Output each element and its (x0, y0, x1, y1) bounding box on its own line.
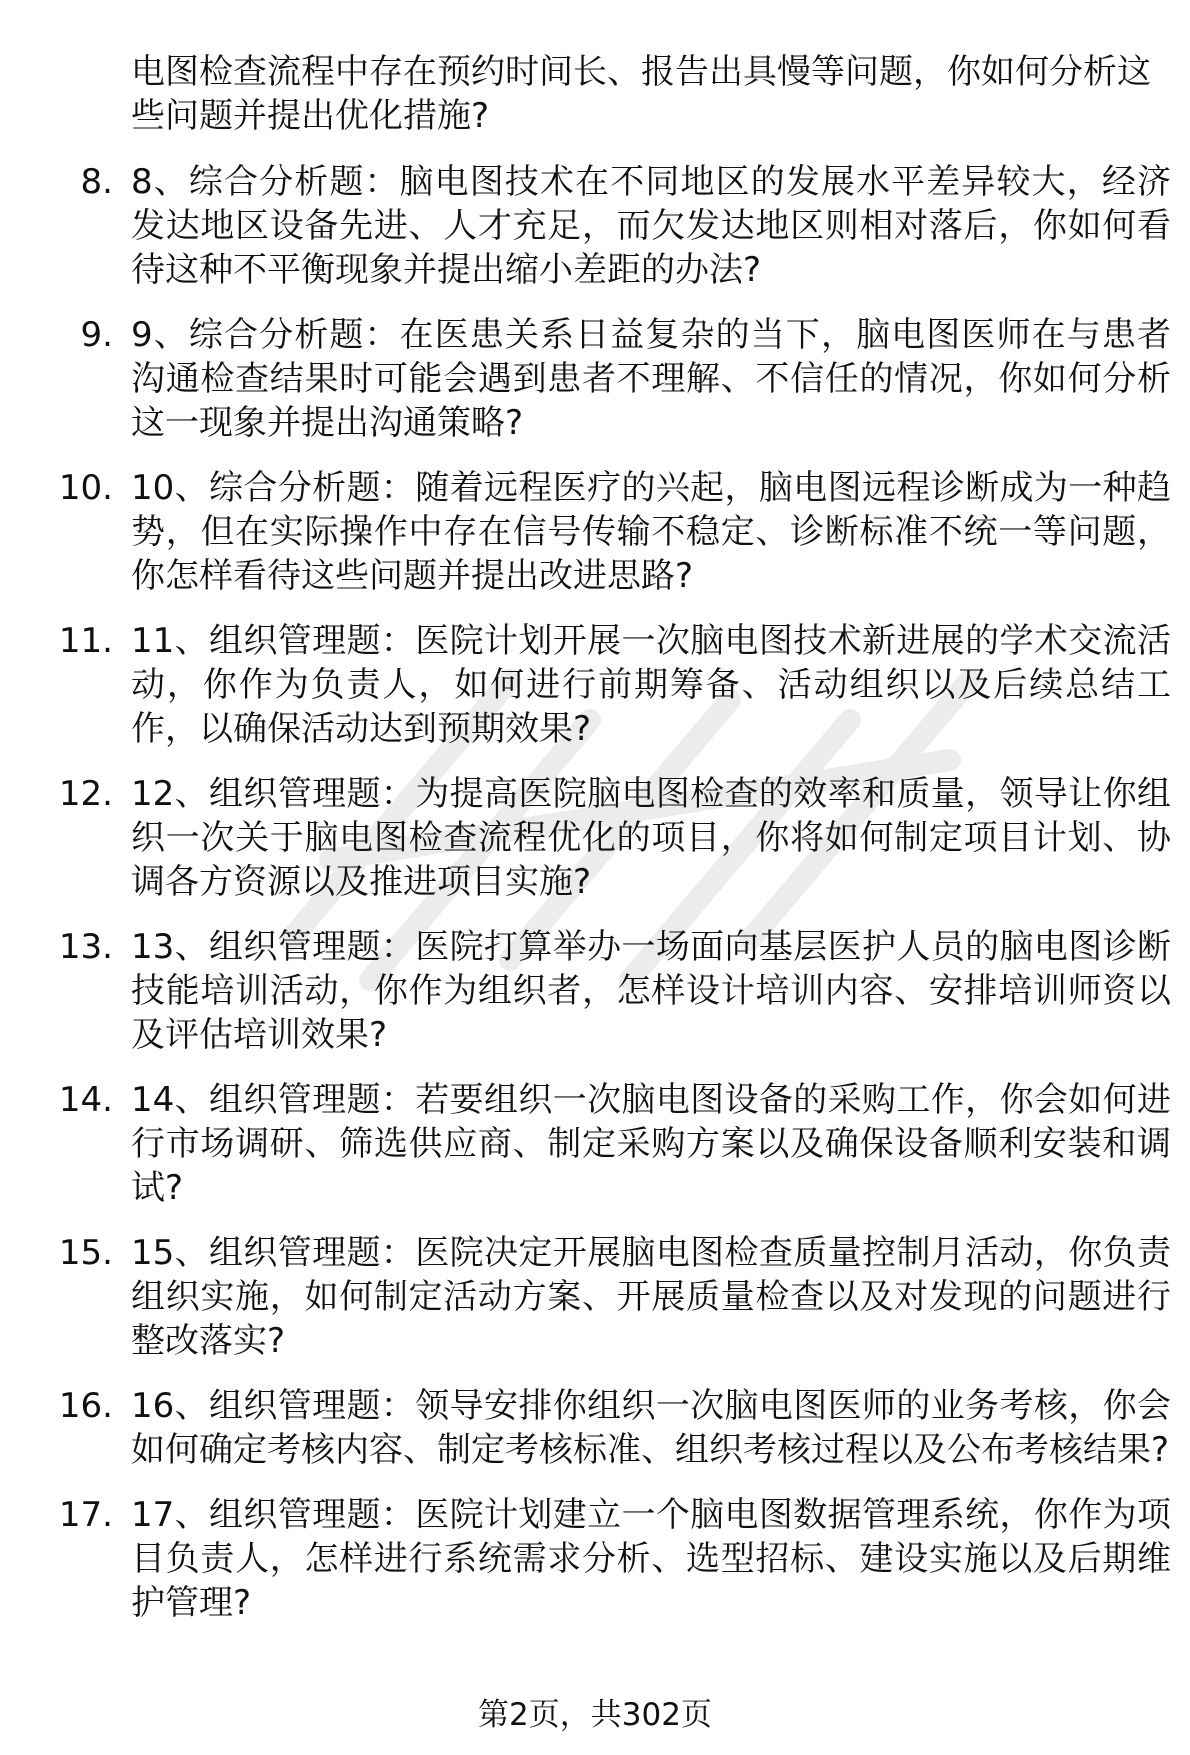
question-number: 15. (58, 1233, 113, 1273)
question-number: 12. (58, 774, 113, 814)
question-number: 9. (80, 315, 113, 355)
question-text: 14、组织管理题：若要组织一次脑电图设备的采购工作，你会如何进行市场调研、筛选供应商、制定采购方案以及确保设备顺利安装和调试? (131, 1080, 1171, 1208)
question-item (0, 619, 1190, 751)
question-text: 8、综合分析题：脑电图技术在不同地区的发展水平差异较大，经济发达地区设备先进、人才充足，而欠发达地区则相对落后，你如何看待这种不平衡现象并提出缩小差距的办法? (131, 162, 1171, 290)
question-item (0, 313, 1190, 445)
question-number: 11. (58, 621, 113, 661)
question-text: 11、组织管理题：医院计划开展一次脑电图技术新进展的学术交流活动，你作为负责人，如何进行前期筹备、活动组织以及后续总结工作，以确保活动达到预期效果? (131, 621, 1171, 749)
question-text: 16、组织管理题：领导安排你组织一次脑电图医师的业务考核，你会如何确定考核内容、制定考核标准、组织考核过程以及公布考核结果? (131, 1386, 1171, 1470)
question-item (0, 1384, 1190, 1472)
question-item (0, 1231, 1190, 1363)
question-text: 9、综合分析题：在医患关系日益复杂的当下，脑电图医师在与患者沟通检查结果时可能会遇到患者不理解、不信任的情况，你如何分析这一现象并提出沟通策略? (131, 315, 1171, 443)
question-list (0, 160, 1190, 1646)
question-item (0, 925, 1190, 1057)
question-number: 16. (58, 1386, 113, 1426)
question-text: 13、组织管理题：医院打算举办一场面向基层医护人员的脑电图诊断技能培训活动，你作为组织者，怎样设计培训内容、安排培训师资以及评估培训效果? (131, 927, 1171, 1055)
question-number: 17. (58, 1495, 113, 1535)
question-number: 14. (58, 1080, 113, 1120)
continuation-paragraph: 电图检查流程中存在预约时间长、报告出具慢等问题，你如何分析这些问题并提出优化措施? (131, 52, 1151, 136)
question-item (0, 160, 1190, 292)
page-footer: 第2页，共302页 (478, 1697, 712, 1733)
question-number: 10. (58, 468, 113, 508)
question-item (0, 466, 1190, 598)
question-item (0, 772, 1190, 904)
question-item (0, 1078, 1190, 1210)
question-number: 8. (80, 162, 113, 202)
question-number: 13. (58, 927, 113, 967)
question-text: 15、组织管理题：医院决定开展脑电图检查质量控制月活动，你负责组织实施，如何制定活动方案、开展质量检查以及对发现的问题进行整改落实? (131, 1233, 1171, 1361)
question-text: 17、组织管理题：医院计划建立一个脑电图数据管理系统，你作为项目负责人，怎样进行系统需求分析、选型招标、建设实施以及后期维护管理? (131, 1495, 1171, 1623)
question-text: 12、组织管理题：为提高医院脑电图检查的效率和质量，领导让你组织一次关于脑电图检查流程优化的项目，你将如何制定项目计划、协调各方资源以及推进项目实施? (131, 774, 1171, 902)
question-item (0, 1493, 1190, 1625)
question-text: 10、综合分析题：随着远程医疗的兴起，脑电图远程诊断成为一种趋势，但在实际操作中存在信号传输不稳定、诊断标准不统一等问题，你怎样看待这些问题并提出改进思路? (131, 468, 1171, 596)
